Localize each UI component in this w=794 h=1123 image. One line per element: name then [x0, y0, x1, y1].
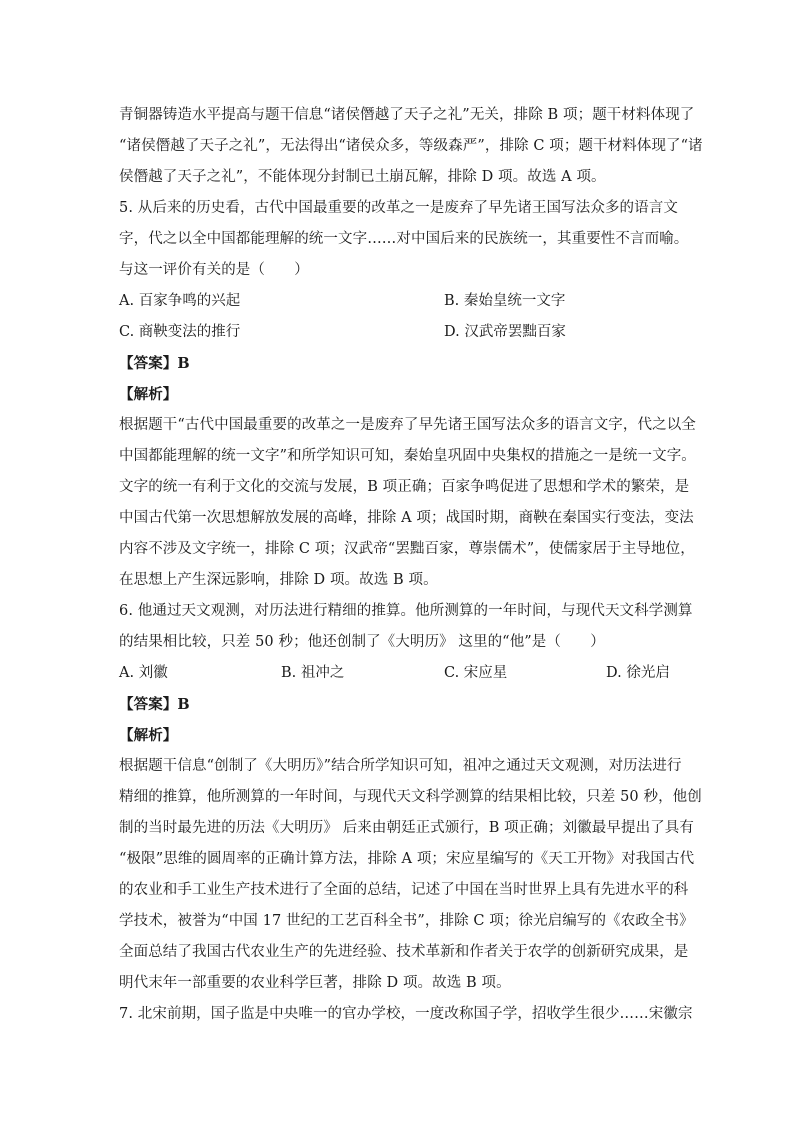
option-b: B. 祖冲之 — [281, 665, 345, 681]
option-a: A. 百家争鸣的兴起 — [119, 293, 241, 309]
option-a: A. 刘徽 — [119, 665, 168, 681]
analysis-line: 精细的推算，他所测算的一年时间，与现代天文科学测算的结果相比较，只差 50 秒，他创 — [119, 789, 702, 805]
answer-label: 【答案】B — [119, 696, 190, 713]
analysis-line: 明代末年一部重要的农业科学巨著，排除 D 项。故选 B 项。 — [119, 975, 511, 991]
question-stem-line: 的结果相比较，只差 50 秒；他还创制了《大明历》 这里的“他”是（ ） — [119, 634, 605, 650]
analysis-line: 内容不涉及文字统一，排除 C 项；汉武帝“罢黜百家，尊崇儒术”，使儒家居于主导地位， — [119, 541, 695, 557]
analysis-line: 的农业和手工业生产技术进行了全面的总结，记述了中国在当时世界上具有先进水平的科 — [119, 882, 689, 898]
question-5 — [119, 193, 696, 596]
option-d: D. 徐光启 — [606, 665, 670, 681]
analysis-line: 中国都能理解的统一文字”和所学知识可知，秦始皇巩固中央集权的措施之一是统一文字。 — [119, 448, 696, 464]
option-c: C. 宋应星 — [444, 665, 508, 681]
document-page — [119, 100, 703, 1030]
question-stem-line: 字，代之以全中国都能理解的统一文字……对中国后来的民族统一，其重要性不言而喻。 — [119, 231, 689, 247]
text-line: 青铜器铸造水平提高与题干信息“诸侯僭越了天子之礼”无关，排除 B 项；题干材料体现了 — [119, 107, 695, 123]
text-line: “诸侯僭越了天子之礼”，无法得出“诸侯众多，等级森严”，排除 C 项；题干材料体现了“诸 — [119, 138, 703, 154]
question-6 — [119, 596, 702, 999]
question-7 — [119, 999, 693, 1030]
analysis-line: 制的当时最先进的历法《大明历》 后来由朝廷正式颁行，B 项正确；刘徽最早提出了具有 — [119, 820, 694, 836]
answer-label: 【答案】B — [119, 355, 190, 372]
analysis-line: 中国古代第一次思想解放发展的高峰，排除 A 项；战国时期，商鞅在秦国实行变法，变法 — [119, 510, 694, 526]
options-row — [119, 286, 679, 317]
analysis-line: 在思想上产生深远影响，排除 D 项。故选 B 项。 — [119, 572, 438, 588]
text-line: 侯僭越了天子之礼”，不能体现分封制已土崩瓦解，排除 D 项。故选 A 项。 — [119, 169, 606, 185]
question-stem-line: 与这一评价有关的是（ ） — [119, 262, 309, 278]
option-b: B. 秦始皇统一文字 — [444, 293, 566, 309]
options-row — [119, 658, 679, 689]
question-stem-line: 7. 北宋前期，国子监是中央唯一的官办学校，一度改称国子学，招收学生很少……宋徽宗 — [119, 1006, 693, 1022]
analysis-line: 根据题干“古代中国最重要的改革之一是废弃了早先诸王国写法众多的语言文字，代之以全 — [119, 417, 696, 433]
option-d: D. 汉武帝罢黜百家 — [444, 324, 566, 340]
analysis-line: 根据题干信息“创制了《大明历》”结合所学知识可知，祖冲之通过天文观测，对历法进行 — [119, 758, 682, 774]
analysis-label: 【解析】 — [119, 386, 178, 403]
analysis-line: 学技术，被誉为“中国 17 世纪的工艺百科全书”，排除 C 项；徐光启编写的《农政全书》 — [119, 913, 694, 929]
question-stem-line: 5. 从后来的历史看，古代中国最重要的改革之一是废弃了早先诸王国写法众多的语言文 — [119, 200, 678, 216]
intro-paragraph — [119, 100, 703, 193]
options-row — [119, 317, 679, 348]
option-c: C. 商鞅变法的推行 — [119, 324, 241, 340]
analysis-line: 文字的统一有利于文化的交流与发展，B 项正确；百家争鸣促进了思想和学术的繁荣，是 — [119, 479, 690, 495]
analysis-line: 全面总结了我国古代农业生产的先进经验、技术革新和作者关于农学的创新研究成果，是 — [119, 944, 689, 960]
analysis-label: 【解析】 — [119, 727, 178, 744]
question-stem-line: 6. 他通过天文观测，对历法进行精细的推算。他所测算的一年时间，与现代天文科学测算 — [119, 603, 693, 619]
analysis-line: “极限”思维的圆周率的正确计算方法，排除 A 项；宋应星编写的《天工开物》对我国古代 — [119, 851, 695, 867]
